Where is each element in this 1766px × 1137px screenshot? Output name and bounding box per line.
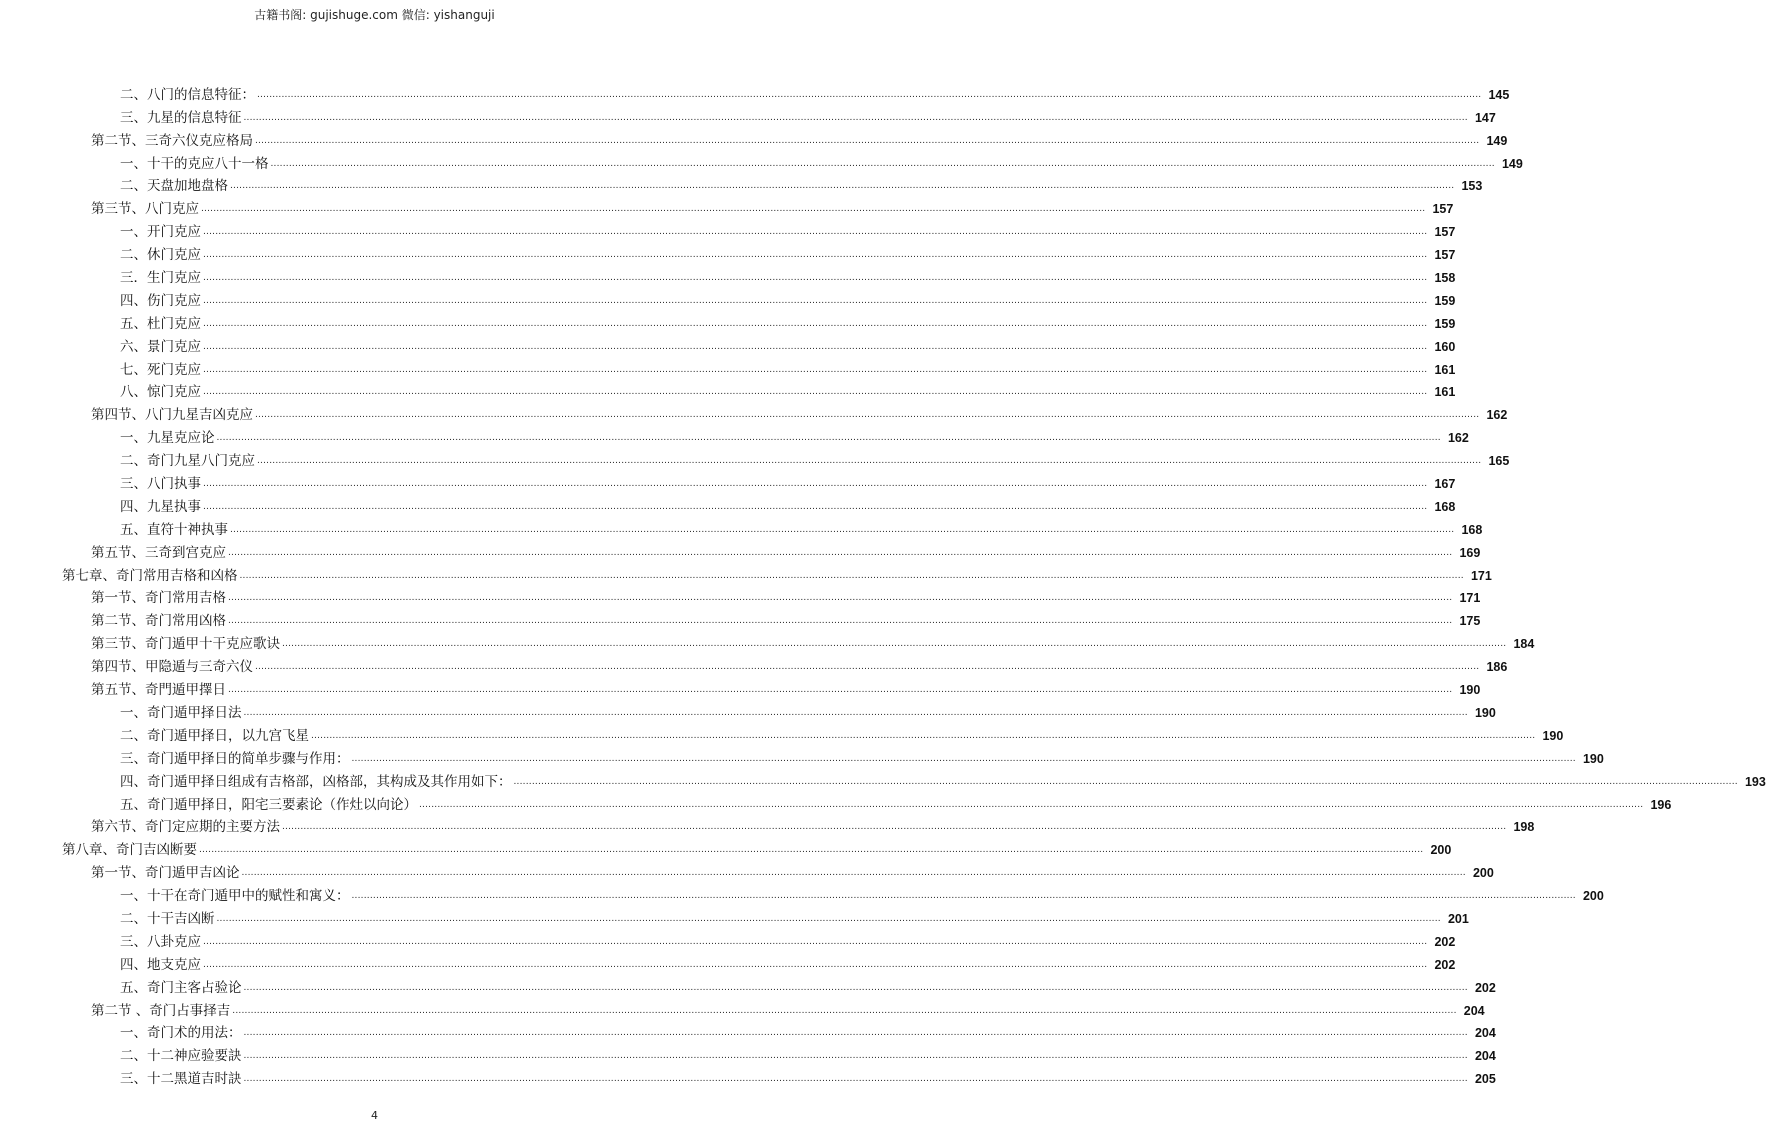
toc-entry[interactable] xyxy=(0,195,1454,218)
toc-entry[interactable] xyxy=(0,768,1766,791)
toc-entry-page: 147 xyxy=(1474,110,1496,125)
toc-entry[interactable] xyxy=(0,173,1483,196)
table-of-contents xyxy=(0,81,1766,1088)
toc-entry[interactable] xyxy=(0,1020,1496,1043)
toc-entry-page: 168 xyxy=(1461,522,1483,537)
toc-entry-page: 162 xyxy=(1447,431,1469,446)
toc-entry[interactable] xyxy=(0,1042,1496,1065)
dot-leader: ................................................................................................................................................................................................................................................................................................................................................................................................................ xyxy=(270,158,1495,169)
toc-entry-page: 202 xyxy=(1434,934,1456,949)
toc-entry-page: 200 xyxy=(1472,866,1494,881)
dot-leader: ................................................................................................................................................................................................................................................................................................................................................................................................................ xyxy=(199,845,1424,856)
toc-entry[interactable] xyxy=(0,310,1456,333)
toc-entry-title: 五、直符十神执事 xyxy=(120,521,228,538)
toc-entry-title: 第一节、奇门常用吉格 xyxy=(91,590,226,607)
toc-entry-title: 四、地支克应 xyxy=(120,956,201,973)
toc-entry[interactable] xyxy=(0,264,1456,287)
dot-leader: ................................................................................................................................................................................................................................................................................................................................................................................................................ xyxy=(203,364,1428,375)
toc-entry-title: 第三节、八门克应 xyxy=(91,201,199,218)
dot-leader: ................................................................................................................................................................................................................................................................................................................................................................................................................ xyxy=(203,959,1428,970)
toc-entry-title: 第二节、三奇六仪克应格局 xyxy=(91,132,253,149)
toc-entry[interactable] xyxy=(0,81,1510,104)
dot-leader: ................................................................................................................................................................................................................................................................................................................................................................................................................ xyxy=(255,410,1480,421)
toc-entry[interactable] xyxy=(0,745,1604,768)
toc-entry[interactable] xyxy=(0,447,1510,470)
toc-entry-title: 二、天盘加地盘格 xyxy=(120,178,228,195)
toc-entry[interactable] xyxy=(0,630,1535,653)
toc-entry-title: 四、伤门克应 xyxy=(120,292,201,309)
dot-leader: ................................................................................................................................................................................................................................................................................................................................................................................................................ xyxy=(513,776,1738,787)
toc-entry[interactable] xyxy=(0,218,1456,241)
toc-entry-title: 第五节、三奇到宫克应 xyxy=(91,544,226,561)
toc-entry-page: 204 xyxy=(1474,1049,1496,1064)
toc-entry-page: 158 xyxy=(1434,271,1456,286)
toc-entry-page: 205 xyxy=(1474,1072,1496,1087)
toc-entry-page: 200 xyxy=(1582,889,1604,904)
toc-entry[interactable] xyxy=(0,905,1469,928)
toc-entry-title: 一、十干在奇门遁甲中的赋性和寓义： xyxy=(120,888,350,905)
dot-leader: ................................................................................................................................................................................................................................................................................................................................................................................................................ xyxy=(243,1051,1468,1062)
toc-entry-title: 二、十干吉凶断 xyxy=(120,910,215,927)
toc-entry-title: 一、十干的克应八十一格 xyxy=(120,155,269,172)
dot-leader: ................................................................................................................................................................................................................................................................................................................................................................................................................ xyxy=(203,936,1428,947)
dot-leader: ................................................................................................................................................................................................................................................................................................................................................................................................................ xyxy=(282,639,1507,650)
toc-entry[interactable] xyxy=(0,997,1485,1020)
dot-leader: ................................................................................................................................................................................................................................................................................................................................................................................................................ xyxy=(230,524,1455,535)
dot-leader: ................................................................................................................................................................................................................................................................................................................................................................................................................ xyxy=(228,616,1453,627)
toc-entry-title: 三、十二黑道吉时訣 xyxy=(120,1071,242,1088)
toc-entry-title: 第二节、奇门常用凶格 xyxy=(91,613,226,630)
toc-entry-page: 161 xyxy=(1434,362,1456,377)
dot-leader: ................................................................................................................................................................................................................................................................................................................................................................................................................ xyxy=(203,501,1428,512)
toc-entry-page: 193 xyxy=(1744,774,1766,789)
toc-entry-title: 三、九星的信息特征 xyxy=(120,109,242,126)
toc-entry-title: 八、惊门克应 xyxy=(120,384,201,401)
toc-entry[interactable] xyxy=(0,1065,1496,1088)
toc-entry-page: 196 xyxy=(1650,797,1672,812)
toc-entry-page: 169 xyxy=(1459,545,1481,560)
toc-entry-title: 三、奇门遁甲择日的简单步骤与作用： xyxy=(120,750,350,767)
toc-entry-page: 201 xyxy=(1447,911,1469,926)
dot-leader: ................................................................................................................................................................................................................................................................................................................................................................................................................ xyxy=(203,227,1428,238)
toc-entry[interactable] xyxy=(0,653,1508,676)
toc-entry-page: 162 xyxy=(1486,408,1508,423)
dot-leader: ................................................................................................................................................................................................................................................................................................................................................................................................................ xyxy=(228,685,1453,696)
toc-entry-title: 一、九星克应论 xyxy=(120,430,215,447)
toc-entry-title: 一、奇门术的用法： xyxy=(120,1025,242,1042)
dot-leader: ................................................................................................................................................................................................................................................................................................................................................................................................................ xyxy=(203,387,1428,398)
toc-entry[interactable] xyxy=(0,356,1456,379)
dot-leader: ................................................................................................................................................................................................................................................................................................................................................................................................................ xyxy=(203,250,1428,261)
dot-leader: ................................................................................................................................................................................................................................................................................................................................................................................................................ xyxy=(243,112,1468,123)
toc-entry-title: 二、八门的信息特征： xyxy=(120,86,255,103)
toc-entry-title: 第四节、八门九星吉凶克应 xyxy=(91,407,253,424)
toc-entry-title: 第二节 、奇门占事择吉 xyxy=(91,1002,231,1019)
dot-leader: ................................................................................................................................................................................................................................................................................................................................................................................................................ xyxy=(203,479,1428,490)
dot-leader: ................................................................................................................................................................................................................................................................................................................................................................................................................ xyxy=(255,662,1480,673)
toc-entry-title: 第一节、奇门遁甲吉凶论 xyxy=(91,865,240,882)
page-header: 古籍书阁: gujishuge.com 微信: yishanguji xyxy=(254,8,495,22)
toc-entry[interactable] xyxy=(0,951,1456,974)
dot-leader: ................................................................................................................................................................................................................................................................................................................................................................................................................ xyxy=(241,868,1466,879)
toc-entry[interactable] xyxy=(0,470,1456,493)
toc-entry-title: 五、杜门克应 xyxy=(120,315,201,332)
toc-entry[interactable] xyxy=(0,676,1481,699)
dot-leader: ................................................................................................................................................................................................................................................................................................................................................................................................................ xyxy=(351,891,1576,902)
toc-entry-title: 二、十二神应验要訣 xyxy=(120,1048,242,1065)
toc-entry-title: 第五节、奇門遁甲擇日 xyxy=(91,682,226,699)
dot-leader: ................................................................................................................................................................................................................................................................................................................................................................................................................ xyxy=(255,135,1480,146)
dot-leader: ................................................................................................................................................................................................................................................................................................................................................................................................................ xyxy=(201,204,1426,215)
toc-entry-page: 202 xyxy=(1434,957,1456,972)
dot-leader: ................................................................................................................................................................................................................................................................................................................................................................................................................ xyxy=(243,707,1468,718)
toc-entry-page: 186 xyxy=(1486,660,1508,675)
toc-entry[interactable] xyxy=(0,836,1452,859)
toc-entry[interactable] xyxy=(0,607,1481,630)
toc-entry[interactable] xyxy=(0,104,1496,127)
toc-entry-title: 第八章、奇门吉凶断要 xyxy=(62,842,197,859)
toc-entry-page: 165 xyxy=(1488,454,1510,469)
toc-entry[interactable] xyxy=(0,127,1508,150)
toc-entry[interactable] xyxy=(0,699,1496,722)
toc-entry-page: 190 xyxy=(1459,683,1481,698)
toc-entry-title: 二、休门克应 xyxy=(120,247,201,264)
toc-entry[interactable] xyxy=(0,401,1508,424)
toc-entry[interactable] xyxy=(0,859,1494,882)
toc-entry-title: 六、景门克应 xyxy=(120,338,201,355)
toc-entry[interactable] xyxy=(0,379,1456,402)
toc-entry-title: 三、八门执事 xyxy=(120,476,201,493)
toc-entry-title: 第三节、奇门遁甲十干克应歌诀 xyxy=(91,636,280,653)
toc-entry-title: 第七章、奇门常用吉格和凶格 xyxy=(62,567,238,584)
toc-entry-title: 三、八卦克应 xyxy=(120,933,201,950)
dot-leader: ................................................................................................................................................................................................................................................................................................................................................................................................................ xyxy=(257,456,1482,467)
toc-entry-page: 171 xyxy=(1470,568,1492,583)
toc-entry-title: 七、死门克应 xyxy=(120,361,201,378)
toc-entry-page: 198 xyxy=(1513,820,1535,835)
toc-entry[interactable] xyxy=(0,585,1481,608)
toc-entry-title: 第四节、甲隐遁与三奇六仪 xyxy=(91,659,253,676)
toc-entry-page: 200 xyxy=(1430,843,1452,858)
toc-entry-page: 157 xyxy=(1434,248,1456,263)
toc-entry[interactable] xyxy=(0,287,1456,310)
dot-leader: ................................................................................................................................................................................................................................................................................................................................................................................................................ xyxy=(243,1028,1468,1039)
dot-leader: ................................................................................................................................................................................................................................................................................................................................................................................................................ xyxy=(203,295,1428,306)
toc-entry-title: 二、奇门遁甲择日，以九宫飞星 xyxy=(120,727,309,744)
toc-entry-title: 五、奇门遁甲择日，阳宅三要素论（作灶以向论） xyxy=(120,796,417,813)
toc-entry-page: 159 xyxy=(1434,293,1456,308)
toc-entry-title: 五、奇门主客占验论 xyxy=(120,979,242,996)
dot-leader: ................................................................................................................................................................................................................................................................................................................................................................................................................ xyxy=(419,799,1644,810)
toc-entry-page: 160 xyxy=(1434,339,1456,354)
toc-entry-page: 145 xyxy=(1488,87,1510,102)
toc-entry[interactable] xyxy=(0,241,1456,264)
toc-entry-page: 149 xyxy=(1501,156,1523,171)
toc-entry-title: 一、开门克应 xyxy=(120,224,201,241)
page-number: 4 xyxy=(371,1109,378,1122)
dot-leader: ................................................................................................................................................................................................................................................................................................................................................................................................................ xyxy=(351,753,1576,764)
toc-entry[interactable] xyxy=(0,928,1456,951)
toc-entry-page: 167 xyxy=(1434,477,1456,492)
toc-entry-page: 157 xyxy=(1434,225,1456,240)
toc-entry[interactable] xyxy=(0,150,1523,173)
toc-entry-title: 二、奇门九星八门克应 xyxy=(120,453,255,470)
toc-entry[interactable] xyxy=(0,562,1492,585)
dot-leader: ................................................................................................................................................................................................................................................................................................................................................................................................................ xyxy=(216,913,1441,924)
dot-leader: ................................................................................................................................................................................................................................................................................................................................................................................................................ xyxy=(232,1005,1457,1016)
toc-entry-title: 第六节、奇门定应期的主要方法 xyxy=(91,819,280,836)
toc-entry-page: 202 xyxy=(1474,980,1496,995)
dot-leader: ................................................................................................................................................................................................................................................................................................................................................................................................................ xyxy=(282,822,1507,833)
toc-entry-page: 190 xyxy=(1582,751,1604,766)
toc-entry[interactable] xyxy=(0,882,1604,905)
toc-entry-page: 175 xyxy=(1459,614,1481,629)
dot-leader: ................................................................................................................................................................................................................................................................................................................................................................................................................ xyxy=(243,982,1468,993)
toc-entry[interactable] xyxy=(0,493,1456,516)
toc-entry-title: 四、九星执事 xyxy=(120,498,201,515)
toc-entry-page: 157 xyxy=(1432,202,1454,217)
dot-leader: ................................................................................................................................................................................................................................................................................................................................................................................................................ xyxy=(230,181,1455,192)
toc-entry-title: 三．生门克应 xyxy=(120,270,201,287)
toc-entry-title: 一、奇门遁甲择日法 xyxy=(120,704,242,721)
dot-leader: ................................................................................................................................................................................................................................................................................................................................................................................................................ xyxy=(228,593,1453,604)
dot-leader: ................................................................................................................................................................................................................................................................................................................................................................................................................ xyxy=(243,1074,1468,1085)
dot-leader: ................................................................................................................................................................................................................................................................................................................................................................................................................ xyxy=(239,570,1464,581)
dot-leader: ................................................................................................................................................................................................................................................................................................................................................................................................................ xyxy=(203,273,1428,284)
toc-entry[interactable] xyxy=(0,791,1672,814)
dot-leader: ................................................................................................................................................................................................................................................................................................................................................................................................................ xyxy=(228,547,1453,558)
toc-entry[interactable] xyxy=(0,722,1564,745)
toc-entry[interactable] xyxy=(0,974,1496,997)
dot-leader: ................................................................................................................................................................................................................................................................................................................................................................................................................ xyxy=(203,341,1428,352)
toc-entry[interactable] xyxy=(0,814,1535,837)
toc-entry-page: 184 xyxy=(1513,637,1535,652)
toc-entry-page: 204 xyxy=(1474,1026,1496,1041)
toc-entry-page: 153 xyxy=(1461,179,1483,194)
dot-leader: ................................................................................................................................................................................................................................................................................................................................................................................................................ xyxy=(257,89,1482,100)
toc-entry-page: 190 xyxy=(1542,728,1564,743)
toc-entry-page: 171 xyxy=(1459,591,1481,606)
toc-entry-page: 204 xyxy=(1463,1003,1485,1018)
dot-leader: ................................................................................................................................................................................................................................................................................................................................................................................................................ xyxy=(203,318,1428,329)
dot-leader: ................................................................................................................................................................................................................................................................................................................................................................................................................ xyxy=(216,433,1441,444)
toc-entry-page: 190 xyxy=(1474,705,1496,720)
dot-leader: ................................................................................................................................................................................................................................................................................................................................................................................................................ xyxy=(311,730,1536,741)
toc-entry-title: 四、奇门遁甲择日组成有吉格部，凶格部，其构成及其作用如下： xyxy=(120,773,512,790)
toc-entry[interactable] xyxy=(0,424,1469,447)
toc-entry-page: 168 xyxy=(1434,499,1456,514)
toc-entry-page: 161 xyxy=(1434,385,1456,400)
toc-entry[interactable] xyxy=(0,333,1456,356)
toc-entry[interactable] xyxy=(0,539,1481,562)
toc-entry-page: 159 xyxy=(1434,316,1456,331)
toc-entry[interactable] xyxy=(0,516,1483,539)
toc-entry-page: 149 xyxy=(1486,133,1508,148)
